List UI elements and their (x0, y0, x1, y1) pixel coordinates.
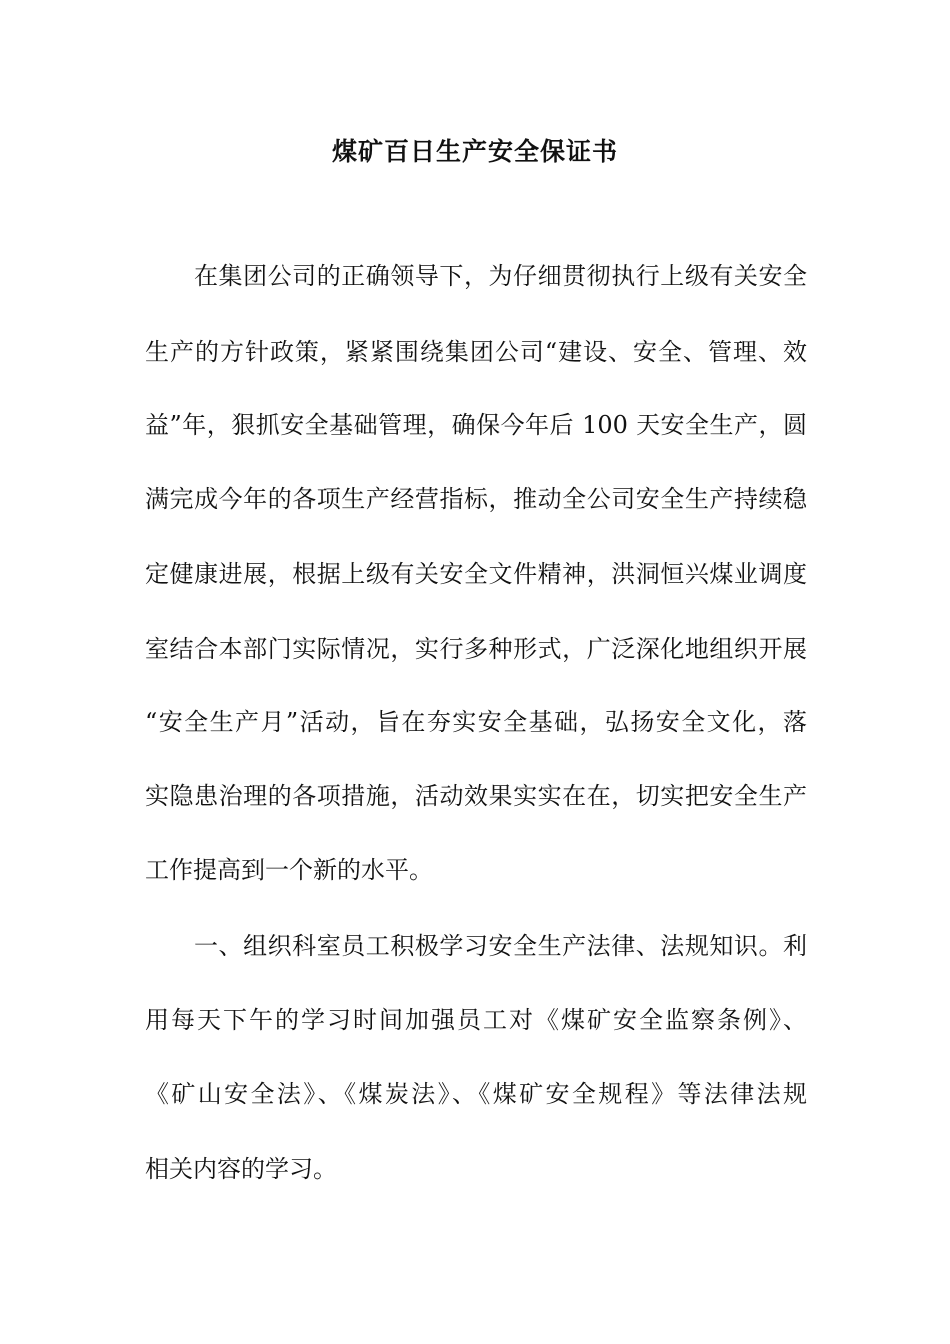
paragraph-1-line-2: 生产的方针政策，紧紧围绕集团公司“建设、安全、管理、效 (145, 338, 807, 366)
paragraph-1-line-1: 在集团公司的正确领导下，为仔细贯彻执行上级有关安全 (194, 262, 807, 290)
paragraph-2-line-4: 相关内容的学习。 (145, 1155, 337, 1183)
paragraph-1-line-3: 益”年，狠抓安全基础管理，确保今年后 100 天安全生产，圆 (145, 411, 807, 439)
paragraph-2-line-1: 一、组织科室员工积极学习安全生产法律、法规知识。利 (194, 932, 807, 960)
paragraph-1-line-6: 室结合本部门实际情况，实行多种形式，广泛深化地组织开展 (145, 635, 807, 663)
paragraph-1-line-8: 实隐患治理的各项措施，活动效果实实在在，切实把安全生产 (145, 782, 807, 810)
document-title: 煤矿百日生产安全保证书 (331, 137, 618, 166)
paragraph-1-line-4: 满完成今年的各项生产经营指标，推动全公司安全生产持续稳 (145, 485, 807, 513)
paragraph-1-line-5: 定健康进展，根据上级有关安全文件精神，洪洞恒兴煤业调度 (145, 560, 807, 588)
paragraph-1-line-7: “安全生产月”活动，旨在夯实安全基础，弘扬安全文化，落 (145, 708, 807, 736)
paragraph-1-line-9: 工作提高到一个新的水平。 (145, 856, 433, 884)
paragraph-2-line-3: 《矿山安全法》、《煤炭法》、《煤矿安全规程》等法律法规 (145, 1080, 807, 1108)
paragraph-2-line-2: 用每天下午的学习时间加强员工对《煤矿安全监察条例》、 (145, 1006, 807, 1034)
